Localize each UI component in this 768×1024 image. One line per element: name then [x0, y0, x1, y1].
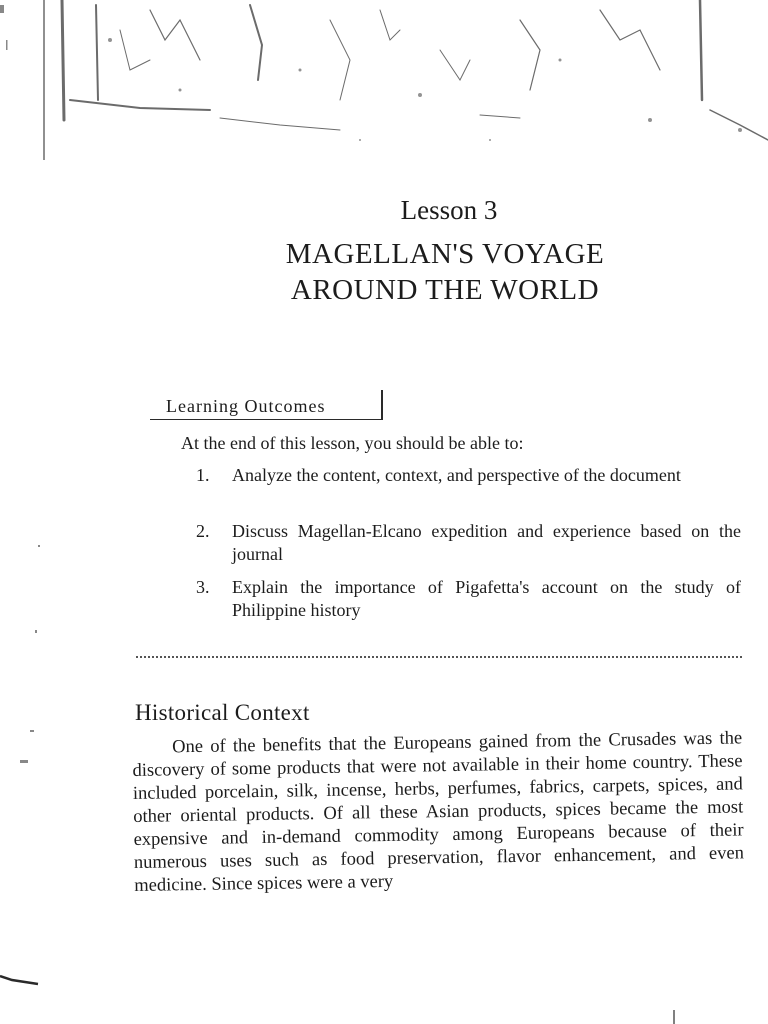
lesson-title-line-1: MAGELLAN'S VOYAGE	[285, 238, 605, 270]
lesson-title-line-2: AROUND THE WORLD	[290, 274, 600, 306]
scan-artifact-bottom-mark	[0, 968, 40, 988]
learning-outcomes-heading: Learning Outcomes	[166, 396, 326, 416]
scan-artifact-header	[0, 0, 768, 160]
outcome-item-1	[196, 464, 741, 487]
outcome-number: 1.	[196, 465, 210, 485]
outcome-item-2	[196, 520, 741, 566]
dotted-divider	[136, 656, 742, 658]
outcome-number: 3.	[196, 577, 210, 597]
outcome-text: Explain the importance of Pigafetta's account on the study of Philippine history	[232, 577, 741, 620]
learning-outcomes-underline	[150, 419, 382, 420]
outcome-item-3	[196, 576, 741, 622]
scan-artifact-corner-mark	[672, 1010, 676, 1024]
learning-outcomes-header	[150, 388, 386, 422]
outcome-number: 2.	[196, 521, 210, 541]
outcome-text: Discuss Magellan-Elcano expedition and experience based on the journal	[232, 521, 741, 564]
lesson-title	[230, 236, 660, 308]
historical-context-heading: Historical Context	[135, 700, 310, 725]
learning-outcomes-vertical-bar	[381, 390, 383, 420]
learning-outcomes-intro: At the end of this lesson, you should be able to:	[181, 433, 524, 453]
historical-context-paragraph: One of the benefits that the Europeans gained from the Crusades was the discovery of some products that were not available in their home country. These included porcelain, silk, incense, herbs, perfumes, fabrics, carpets, spices, and other oriental products. Of all these Asian products, spices became the most expensive and in-demand commodity among Europeans because of their numerous uses such as food preservation, flavor enhancement, and even medicine. Since spices were a very	[132, 728, 745, 896]
lesson-number: Lesson 3	[400, 195, 498, 225]
outcome-text: Analyze the content, context, and perspective of the document	[232, 465, 681, 485]
scan-artifact-left-edge	[0, 0, 40, 1024]
